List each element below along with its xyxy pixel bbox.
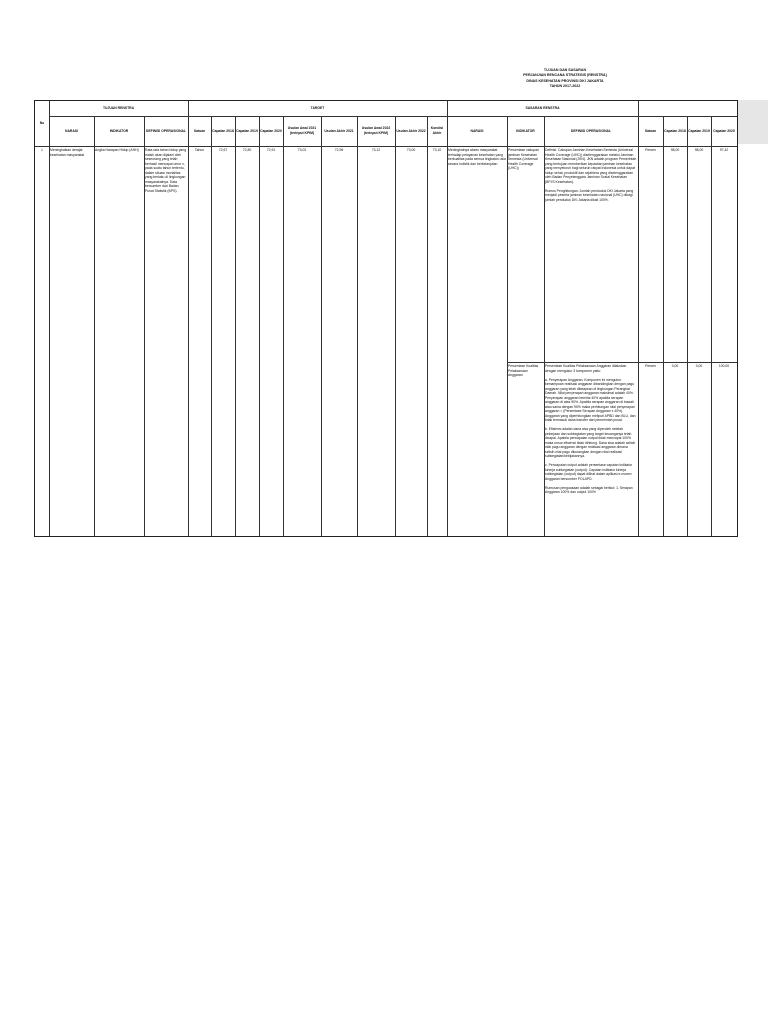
col-usulan-akhir-2022-header: Usulan Akhir 2022 [396, 128, 426, 133]
row1-narasi: Meningkatkan derajat kesehatan masyarakat [50, 148, 85, 157]
renstra-table [34, 100, 738, 537]
row1-s-capaian-2020: 97,42 [719, 148, 729, 152]
header-line-4: TAHUN 2017-2022 [549, 84, 581, 89]
col-narasi-header: NARASI [65, 128, 78, 133]
row1-s-capaian-2019: 98,00 [694, 148, 704, 152]
row1-indikator: Angka Harapan Hidup (AHH) [95, 148, 139, 152]
row1-s-capaian-2018: 98,00 [670, 148, 680, 152]
header-line-1: TUJUAN DAN SASARAN [543, 68, 587, 72]
row1-capaian-2020: 72,91 [266, 148, 276, 152]
row1-usulan-awal-2022: 73,12 [371, 148, 381, 152]
row2-s-definisi: Persentase Kualitas Pelaksanaan Anggaran dilakukan dengan mengukur 3 komponen yaitu: a. Penyerapan Anggaran. Komponen ini mengukur kemampuan realisasi anggaran dibandingkan dengan pagu anggaran yang telah ditetapkan di lingkungan Perangkat Daerah. Nilai penyerapan anggaran maksimal adalah 40%. Penyerapan anggaran bernilai 40% apabila serapan anggaran di atas 90%. Apabila serapan anggaran di bawah atau sama dengan 90% maka perhitungan nilai penyerapan anggaran = (Persentase Serapan Anggaran x 40%). Anggaran yang diperhitungkan meliputi APBD dan BLU, dan tidak termasuk dana transfer dari pemerintah pusat. b. Efisiensi adalah dana sisa yang diperoleh setelah pekerjaan dan subkegiatan yang target keuanganya telah dicapai. Apabila pencapaian output tidak mencapai 100% maka unsur efisiensi tidak dihitung. Dana sisa adalah selisih nilai pagu anggaran dengan realisasi anggaran dimana selisih nilai pagu dikurangkan dengan nilai realisasi subkegiatan/kebijakannya. c. Pencapaian output adalah persentase capaian indikator kinerja subkegiatan (output). Capaian indikator kinerja subkegiatan (output) dapat dilihat dalam aplikasi e-monev Anggaran bersumber POLAPD. Rumusan penguasaan adalah sebagai berikut: 1. Serapan Anggaran 100% dan output 100% [545, 364, 636, 494]
row2-s-satuan: Persen [645, 364, 656, 368]
row1-capaian-2019: 72,80 [242, 148, 252, 152]
group-tujuan-header: TUJUAN RENSTRA [102, 106, 135, 111]
group-sasaran-header: SASARAN RENSTRA [525, 106, 560, 111]
row2-s-indikator: Persentase Kualitas Pelaksanaan Anggaran [508, 364, 539, 377]
row1-no: 1 [41, 148, 43, 152]
col-usulan-awal-2022-header: Usulan Awal 2022 (terinput KPIM) [361, 126, 391, 135]
row1-s-definisi: Definisi: Cakupan Jaminan Kesehatan Semesta (Universal Health Coverage (UHC)) diselenggarakan melalui Jaminan Kesehatan Nasional (JKN). JKN adalah program Pemerintah yang bertujuan memberikan kepastian jaminan kesehatan yang menyeluruh bagi seluruh rakyat Indonesia untuk dapat hidup sehat, produktif dan sejahtera yang diselenggarakan oleh Badan Penyelenggara Jaminan Sosial Kesehatan (BPJS Kesehatan). Rumus Penghitungan: Jumlah penduduk DKI Jakarta yang menjadi peserta jaminan kesehatan nasional (UHC) dibagi jumlah penduduk DKI Jakarta dikali 100%. [545, 148, 637, 202]
row1-usulan-awal-2021: 73,02 [297, 148, 307, 152]
col-s-capaian-2018-header: Capaian 2018 [664, 128, 686, 133]
group-target-header: TARGET [310, 106, 325, 111]
col-s-capaian-2020-header: Capaian 2020 [713, 128, 735, 133]
col-usulan-awal-2021-header: Usulan Awal 2021 (terinput KPIM) [287, 126, 317, 135]
header-line-3: DINAS KESEHATAN PROVINSI DKI JAKARTA [526, 78, 604, 83]
col-s-definisi-header: DEFINISI OPERASIONAL [570, 128, 612, 133]
row1-definisi: Rata-rata tahun hidup yang masih akan dijalani oleh seseorang yang telah berhasil mencapai umur x, pada suatu tahun tertentu, dalam situasi mortalitas yang berlaku di lingkungan masyarakatnya. Data bersumber dari Badan Pusat Statistik (BPS). [145, 148, 187, 193]
col-s-satuan-header: Satuan [644, 128, 657, 133]
col-capaian-2018-header: Capaian 2018 [212, 128, 234, 133]
row1-s-indikator: Persentase cakupan jaminan Kesehatan Semesta (Universal Health Coverage (UHC)) [508, 148, 539, 170]
row2-s-capaian-2020: 100,00 [718, 364, 730, 368]
row1-capaian-2018: 72,67 [218, 148, 228, 152]
col-kondisi-akhir-header: Kondisi Akhir [430, 126, 444, 135]
col-no-header: No [39, 121, 45, 126]
col-capaian-2019-header: Capaian 2019 [236, 128, 258, 133]
row1-s-narasi: Meningkatnya akses masyarakat terhadap pelayanan kesehatan yang berkualitas pada semua tingkatan usia secara holistik dan berkelanjutan [448, 148, 506, 166]
col-satuan-header: Satuan [193, 128, 206, 133]
row1-usulan-akhir-2021: 72,96 [334, 148, 344, 152]
row1-satuan: Tahun [194, 148, 205, 152]
row1-kondisi-akhir: 73,10 [432, 148, 442, 152]
col-capaian-2020-header: Capaian 2020 [260, 128, 282, 133]
col-s-narasi-header: NARASI [470, 128, 484, 133]
col-usulan-akhir-2021-header: Usulan Akhir 2021 [324, 128, 354, 133]
header-line-2: PERJANJIAN RENCANA STRATEGIS (RENSTRA) [523, 73, 607, 78]
row2-s-capaian-2018: 0,00 [671, 364, 679, 368]
row1-s-satuan: Persen [645, 148, 656, 152]
row2-s-capaian-2019: 0,00 [695, 364, 703, 368]
col-definisi-header: DEFINISI OPERASIONAL [145, 128, 187, 133]
side-panel [738, 100, 768, 144]
col-s-capaian-2019-header: Capaian 2019 [688, 128, 710, 133]
row1-usulan-akhir-2022: 73,00 [406, 148, 416, 152]
col-indikator-header: INDIKATOR [109, 128, 129, 133]
document-header [460, 68, 670, 90]
col-s-indikator-header: INDIKATOR [516, 128, 535, 133]
